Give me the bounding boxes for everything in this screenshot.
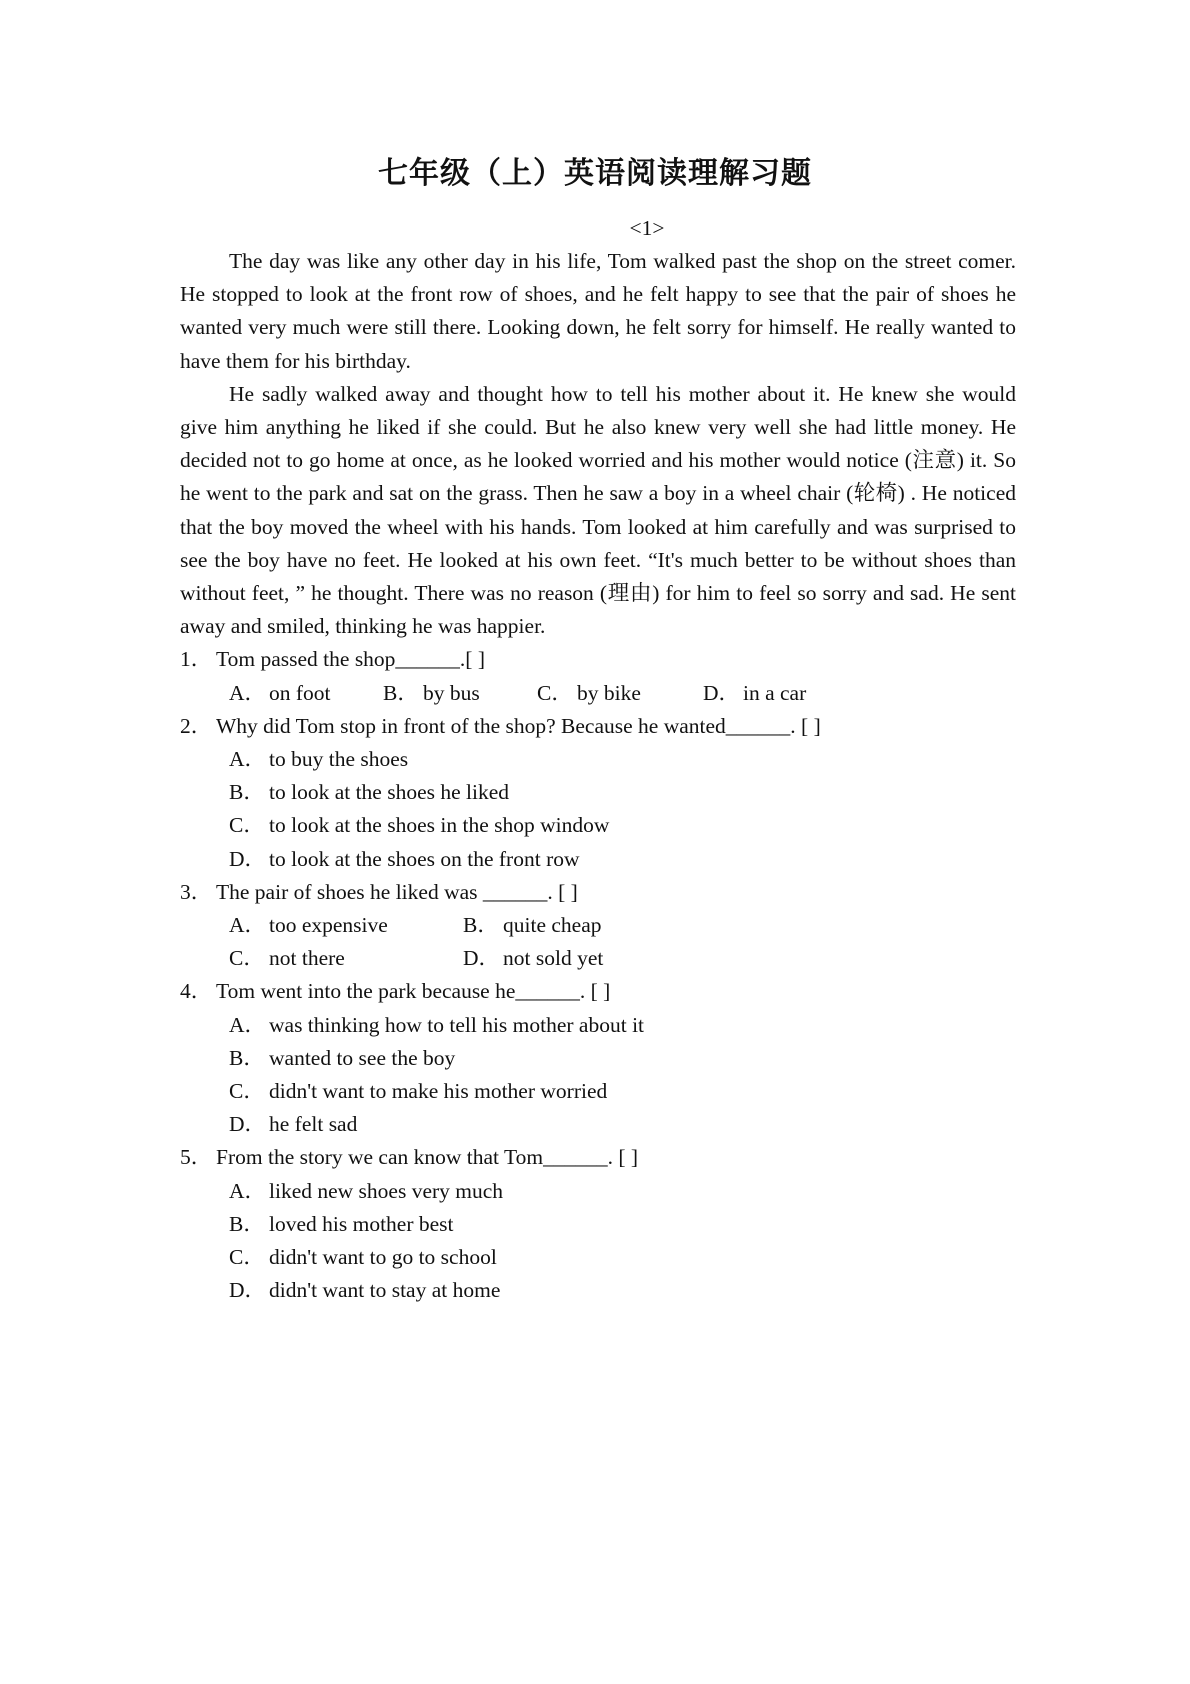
option-c: C． didn't want to make his mother worried — [229, 1079, 608, 1104]
section-label: <1> — [629, 216, 665, 240]
option-a: A． on foot — [229, 680, 331, 705]
option-b: B． loved his mother best — [229, 1211, 454, 1236]
question-1-options — [180, 677, 1016, 710]
question-number: 2． — [180, 713, 213, 738]
question-4 — [180, 975, 1016, 1008]
option-c: C． by bike — [537, 680, 641, 705]
question-number: 3． — [180, 879, 213, 904]
question-1 — [180, 643, 1016, 676]
question-number: 4． — [180, 979, 213, 1004]
option-d: D． he felt sad — [229, 1112, 358, 1137]
option-b: B． to look at the shoes he liked — [229, 780, 510, 805]
question-stem: Tom passed the shop______.[ ] — [216, 647, 486, 672]
option-d: D． didn't want to stay at home — [229, 1278, 501, 1303]
question-4-options — [180, 1009, 1016, 1142]
page-title: 七年级（上）英语阅读理解习题 — [378, 156, 812, 191]
question-stem: From the story we can know that Tom______. [ ] — [216, 1145, 639, 1170]
question-number: 1． — [180, 647, 213, 672]
question-3-options — [180, 909, 1016, 975]
option-d: D． in a car — [703, 680, 807, 705]
option-a: A． too expensive — [229, 913, 388, 938]
question-number: 5． — [180, 1145, 213, 1170]
question-3 — [180, 876, 1016, 909]
option-c: C． not there — [229, 946, 345, 971]
question-5 — [180, 1141, 1016, 1174]
question-stem: The pair of shoes he liked was ______. [ ] — [216, 879, 578, 904]
option-a: A． was thinking how to tell his mother about it — [229, 1012, 645, 1037]
option-b: B． wanted to see the boy — [229, 1045, 456, 1070]
question-2-options — [180, 743, 1016, 876]
option-b: B． by bus — [383, 680, 480, 705]
document-body — [180, 245, 1016, 1308]
option-c: C． to look at the shoes in the shop window — [229, 813, 610, 838]
option-a: A． liked new shoes very much — [229, 1178, 504, 1203]
passage-paragraph-1: The day was like any other day in his life, Tom walked past the shop on the street comer. He stopped to look at the front row of shoes, and he felt happy to see that the pair of shoes he wanted very much were still there. Looking down, he felt sorry for himself. He really wanted to have them for his birthday. — [180, 249, 1016, 373]
option-b: B． quite cheap — [463, 913, 602, 938]
question-stem: Tom went into the park because he______. [ ] — [216, 979, 611, 1004]
option-a: A． to buy the shoes — [229, 747, 409, 772]
question-5-options — [180, 1175, 1016, 1308]
option-d: D． not sold yet — [463, 946, 604, 971]
question-stem: Why did Tom stop in front of the shop? Because he wanted______. [ ] — [216, 713, 821, 738]
question-2 — [180, 710, 1016, 743]
option-d: D． to look at the shoes on the front row — [229, 846, 580, 871]
passage-paragraph-2: He sadly walked away and thought how to tell his mother about it. He knew she would give him anything he liked if she could. But he also knew very well she had little money. He decided not to go home at once, as he looked worried and his mother would notice (注意) it. So he went to the park and sat on the grass. Then he saw a boy in a wheel chair (轮椅) . He noticed that the boy moved the wheel with his hands. Tom looked at him carefully and was surprised to see the boy have no feet. He looked at his own feet. “It's much better to be without shoes than without feet, ” he thought. There was no reason (理由) for him to feel so sorry and sad. He sent away and smiled, thinking he was happier. — [180, 381, 1016, 639]
option-c: C． didn't want to go to school — [229, 1245, 497, 1270]
